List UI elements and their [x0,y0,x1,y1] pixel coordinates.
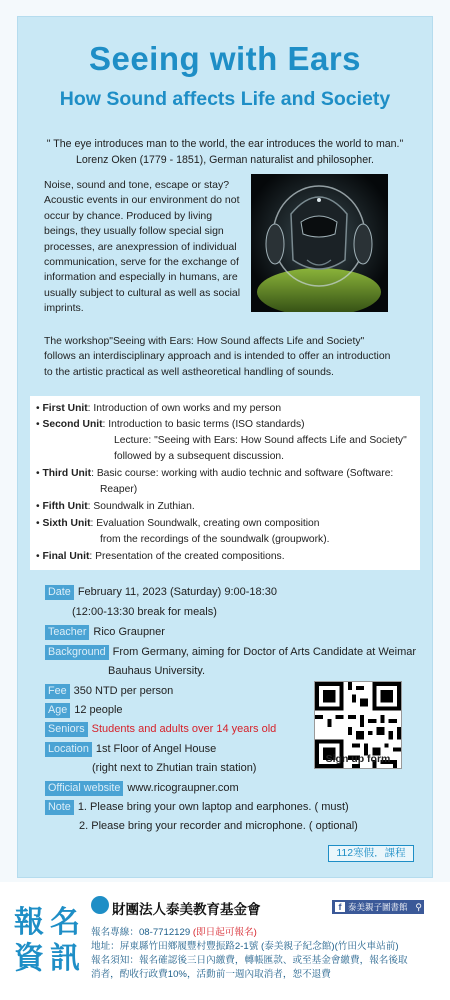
info-age [45,702,123,718]
intro-line: Acoustic events in our environment do not [44,194,240,207]
footer-char: 名 [50,906,80,939]
unit-label: Sixth Unit [42,518,91,529]
intro-line: processes, are anexpression of individual [44,240,237,253]
unit-text: : Evaluation Soundwalk, creating own composition [90,518,320,529]
facebook-label: 泰美親子圖書館 [348,902,408,912]
units-box [30,396,420,570]
website-tag: Official website [45,781,123,796]
intro-line: usually subject to cultural as well as social [44,286,241,299]
footer-char: 資 [14,942,44,975]
unit-label: Final Unit [42,551,90,562]
workshop-line: The workshop"Seeing with Ears: How Sound affects Life and Society" [44,336,365,347]
note-2: 2. Please bring your recorder and microphone. ( optional) [79,820,358,832]
unit-text: : Basic course: working with audio technic and software (Software: [91,468,394,479]
phone-text: 報名專線：08-7712129 [91,927,193,938]
foundation-logo-icon [91,896,109,914]
intro-line: communication, serve for the exchange of [44,256,239,269]
unit-second-cont: followed by a subsequent discussion. [114,451,285,462]
facebook-icon: f [335,902,345,912]
poster-subtitle: How Sound affects Life and Society [59,88,391,110]
footer-phone [91,926,436,939]
note-tag: Note [45,800,74,815]
poster-title: Seeing with Ears [88,40,362,77]
intro-line: information and especially in humans, are [44,271,238,284]
quote-text: " The eye introduces man to the world, the ear introduces the world to man." [46,138,404,150]
location-value: 1st Floor of Angel House [95,743,217,755]
search-icon: ⚲ [415,902,422,912]
intro-paragraph [44,178,244,317]
head-illustration [251,174,388,312]
unit-final: • Final Unit: Presentation of the created compositions. [36,551,285,562]
location-tag: Location [45,742,92,757]
fee-value: 350 NTD per person [73,685,174,697]
date-tag: Date [45,585,74,600]
unit-first: • First Unit: Introduction of own works and my person [36,403,282,414]
age-value: 12 people [74,704,123,716]
unit-fifth: • Fifth Unit: Soundwalk in Zuthian. [36,501,195,512]
unit-third: • Third Unit: Basic course: working with audio technic and software (Software: [36,468,394,479]
background-cont: Bauhaus University. [108,665,206,677]
unit-label: First Unit [42,403,88,414]
unit-second: • Second Unit: Introduction to basic terms (ISO standards) [36,419,305,430]
signup-label: Sign up form [325,753,391,765]
unit-text: : Introduction of own works and my person [87,403,282,414]
facebook-link[interactable] [332,900,424,914]
website-value[interactable]: www.ricograupner.com [127,782,239,794]
teacher-tag: Teacher [45,625,89,640]
footer-char: 報 [14,906,44,939]
location-cont: (right next to Zhutian train station) [92,762,257,774]
note-1: 1. Please bring your own laptop and earphones. ( must) [77,801,349,813]
footer [0,882,450,1000]
foundation-name: 財團法人泰美教育基金會 [112,902,261,918]
teacher-value: Rico Graupner [93,626,165,638]
info-seniors [45,721,276,737]
date-value: February 11, 2023 (Saturday) 9:00-18:30 [77,586,277,598]
workshop-line: follows an interdisciplinary approach and is intended to offer an introduction [44,351,391,363]
program-tag: 112寒假．課程 [328,845,414,862]
phone-note: (即日起可報名) [192,927,257,938]
intro-line: occur by chance. Produced by living [44,209,213,222]
info-teacher [45,624,165,640]
background-tag: Background [45,645,109,660]
info-note [45,799,349,815]
footer-address: 地址：屏東縣竹田鄉履豐村豐振路2-1號 (泰美親子紀念館)(竹田火車站前) [91,941,399,952]
intro-line: beings, they usually follow special sign [44,225,224,238]
date-cont: (12:00-13:30 break for meals) [72,606,217,618]
footer-notice-cont: 消者，酌收行政費10%，活動前一週內取消者，恕不退費 [91,969,331,980]
info-background [45,644,416,660]
unit-text: : Introduction to basic terms (ISO standards) [102,419,305,430]
workshop-paragraph [44,334,404,380]
unit-second-cont: Lecture: "Seeing with Ears: How Sound affects Life and Society" [114,435,407,446]
intro-line: imprints. [44,302,84,315]
seniors-tag: Seniors [45,722,88,737]
unit-sixth: • Sixth Unit: Evaluation Soundwalk, creating own composition [36,518,320,529]
age-tag: Age [45,703,70,718]
unit-third-cont: Reaper) [100,484,138,495]
unit-text: : Soundwalk in Zuthian. [87,501,195,512]
footer-notice: 報名須知：報名確認後三日內繳費，轉帳匯款、或至基金會繳費，報名後取 [91,955,408,966]
unit-label: Third Unit [42,468,92,479]
workshop-line: to the artistic practical as well astheoretical handling of sounds. [44,366,334,378]
quote-attribution: Lorenz Oken (1779 - 1851), German naturalist and philosopher. [76,154,374,166]
unit-sixth-cont: from the recordings of the soundwalk (groupwork). [100,534,330,545]
info-location [45,741,216,757]
info-fee [45,683,173,699]
info-website [45,780,239,796]
info-date [45,584,277,600]
intro-line: Noise, sound and tone, escape or stay? [44,179,230,191]
unit-label: Fifth Unit [42,501,88,512]
fee-tag: Fee [45,684,70,699]
quote [30,136,420,168]
seniors-value: Students and adults over 14 years old [91,723,277,735]
unit-label: Second Unit [42,419,103,430]
footer-char: 訊 [50,942,80,975]
background-value: From Germany, aiming for Doctor of Arts Candidate at Weimar [112,646,417,658]
unit-text: : Presentation of the created compositions. [89,551,285,562]
